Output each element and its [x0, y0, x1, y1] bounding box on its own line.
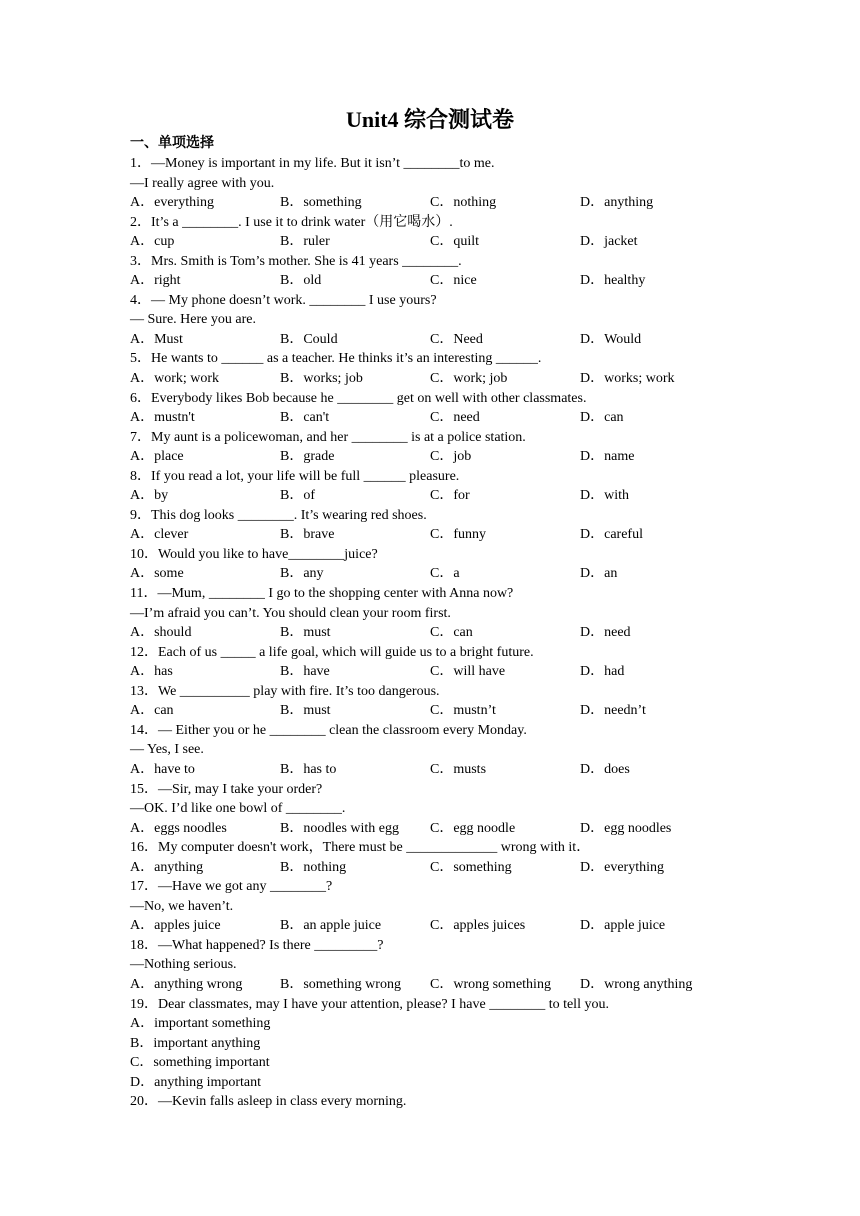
option-choice: D．with [580, 488, 629, 504]
options-row [130, 975, 730, 995]
option-choice: B．of [280, 488, 315, 504]
question-text: 18．—What happened? Is there _________? [130, 937, 384, 953]
question-text: 10．Would you like to have________juice? [130, 546, 378, 562]
question-text: 16．My computer doesn't work，There must be _____________ wrong with it． [130, 840, 591, 856]
option-choice: D．had [580, 664, 625, 680]
question-text: 7．My aunt is a policewoman, and her ________ is at a police station. [130, 429, 526, 445]
question-text: 17．—Have we got any ________? [130, 879, 333, 895]
option-choice: C．a [430, 566, 460, 582]
question-text: 5．He wants to ______ as a teacher. He thinks it’s an interesting ______. [130, 351, 542, 367]
option-choice: C．mustn’t [430, 703, 496, 719]
option-choice: A．eggs noodles [130, 820, 227, 836]
page-title: Unit4 综合测试卷 [345, 107, 515, 132]
option-choice: D．wrong anything [580, 976, 693, 992]
option-choice: D．anything [580, 195, 654, 211]
question-text: 14．— Either you or he ________ clean the classroom every Monday. [130, 722, 527, 738]
option-choice: A．by [130, 488, 169, 504]
option-choice: B．can't [280, 410, 330, 426]
option-choice: D．healthy [580, 273, 646, 289]
question-text: D．anything important [130, 1074, 262, 1090]
options-row [130, 369, 730, 389]
options-row [130, 701, 730, 721]
option-choice: C．work; job [430, 371, 508, 387]
option-choice: B．grade [280, 449, 335, 465]
option-choice: B．must [280, 703, 331, 719]
option-choice: A．clever [130, 527, 189, 543]
option-choice: C．for [430, 488, 470, 504]
option-choice: C．can [430, 625, 473, 641]
question-text: 19．Dear classmates, may I have your attention, please? I have ________ to tell you. [130, 996, 609, 1012]
question-text: 12．Each of us _____ a life goal, which will guide us to a bright future. [130, 644, 534, 660]
option-choice: A．have to [130, 761, 195, 777]
option-choice: A．everything [130, 195, 214, 211]
option-choice: A．some [130, 566, 184, 582]
question-text: — Yes, I see. [130, 742, 204, 758]
options-row [130, 623, 730, 643]
question-text: 20．—Kevin falls asleep in class every morning. [130, 1094, 407, 1110]
option-choice: B．has to [280, 761, 337, 777]
option-choice: B．old [280, 273, 322, 289]
option-choice: B．nothing [280, 859, 347, 875]
option-choice: D．egg noodles [580, 820, 672, 836]
option-choice: A．apples juice [130, 918, 221, 934]
options-row [130, 760, 730, 780]
option-choice: B．something [280, 195, 362, 211]
question-list [130, 154, 730, 1112]
question-text: 3．Mrs. Smith is Tom’s mother. She is 41 years ________. [130, 253, 462, 269]
question-text: 13．We __________ play with fire. It’s too dangerous. [130, 683, 440, 699]
options-row [130, 193, 730, 213]
options-row [130, 858, 730, 878]
option-choice: B．noodles with egg [280, 820, 399, 836]
option-choice: D．apple juice [580, 918, 666, 934]
option-choice: B．ruler [280, 234, 330, 250]
option-choice: D．an [580, 566, 618, 582]
question-text: 2．It’s a ________. I use it to drink water（用它喝水）. [130, 214, 453, 230]
option-choice: A．work; work [130, 371, 220, 387]
question-text: —OK. I’d like one bowl of ________. [130, 801, 346, 817]
option-choice: C．something [430, 859, 512, 875]
options-row [130, 271, 730, 291]
option-choice: C．will have [430, 664, 506, 680]
option-choice: D．works; work [580, 371, 675, 387]
question-text: 4．— My phone doesn’t work. ________ I use yours? [130, 292, 437, 308]
options-row [130, 447, 730, 467]
option-choice: C．wrong something [430, 976, 551, 992]
question-text: —I really agree with you. [130, 175, 275, 191]
option-choice: C．egg noodle [430, 820, 516, 836]
option-choice: D．careful [580, 527, 643, 543]
option-choice: D．does [580, 761, 630, 777]
option-choice: C．musts [430, 761, 487, 777]
question-text: C．something important [130, 1055, 270, 1071]
question-text: —No, we haven’t. [130, 898, 234, 914]
options-row [130, 662, 730, 682]
option-choice: A．can [130, 703, 174, 719]
option-choice: C．funny [430, 527, 486, 543]
option-choice: C．nice [430, 273, 477, 289]
options-row [130, 564, 730, 584]
option-choice: C．apples juices [430, 918, 526, 934]
option-choice: B．have [280, 664, 330, 680]
option-choice: B．must [280, 625, 331, 641]
option-choice: A．Must [130, 331, 183, 347]
option-choice: B．brave [280, 527, 335, 543]
question-text: 6．Everybody likes Bob because he ________ get on well with other classmates. [130, 390, 587, 406]
option-choice: B．an apple juice [280, 918, 382, 934]
option-choice: D．name [580, 449, 635, 465]
options-row [130, 486, 730, 506]
option-choice: A．anything [130, 859, 204, 875]
option-choice: D．needn’t [580, 703, 646, 719]
options-row [130, 525, 730, 545]
question-text: 9．This dog looks ________. It’s wearing red shoes. [130, 507, 427, 523]
option-choice: C．nothing [430, 195, 497, 211]
option-choice: D．everything [580, 859, 664, 875]
option-choice: D．Would [580, 331, 642, 347]
option-choice: C．need [430, 410, 480, 426]
option-choice: A．anything wrong [130, 976, 243, 992]
question-text: —Nothing serious. [130, 957, 237, 973]
options-row [130, 916, 730, 936]
option-choice: B．works; job [280, 371, 363, 387]
question-text: A．important something [130, 1016, 271, 1032]
question-text: 15．—Sir, may I take your order? [130, 781, 323, 797]
option-choice: C．quilt [430, 234, 480, 250]
question-text: B．important anything [130, 1035, 261, 1051]
option-choice: A．mustn't [130, 410, 195, 426]
section-heading: 一、单项选择 [130, 136, 214, 151]
option-choice: B．something wrong [280, 976, 401, 992]
options-row [130, 819, 730, 839]
option-choice: B．Could [280, 331, 338, 347]
option-choice: C．Need [430, 331, 483, 347]
option-choice: A．cup [130, 234, 175, 250]
options-row [130, 232, 730, 252]
option-choice: D．jacket [580, 234, 638, 250]
option-choice: D．need [580, 625, 631, 641]
option-choice: A．place [130, 449, 184, 465]
question-text: 8．If you read a lot, your life will be full ______ pleasure. [130, 468, 460, 484]
question-text: —I’m afraid you can’t. You should clean your room first. [130, 605, 451, 621]
question-text: 11．—Mum, ________ I go to the shopping center with Anna now? [130, 586, 514, 602]
option-choice: D．can [580, 410, 624, 426]
option-choice: A．has [130, 664, 173, 680]
question-text: — Sure. Here you are. [130, 312, 256, 328]
options-row [130, 408, 730, 428]
option-choice: B．any [280, 566, 324, 582]
options-row [130, 330, 730, 350]
option-choice: A．should [130, 625, 192, 641]
question-text: 1．—Money is important in my life. But it isn’t ________to me. [130, 156, 495, 171]
option-choice: C．job [430, 449, 472, 465]
option-choice: A．right [130, 273, 181, 289]
